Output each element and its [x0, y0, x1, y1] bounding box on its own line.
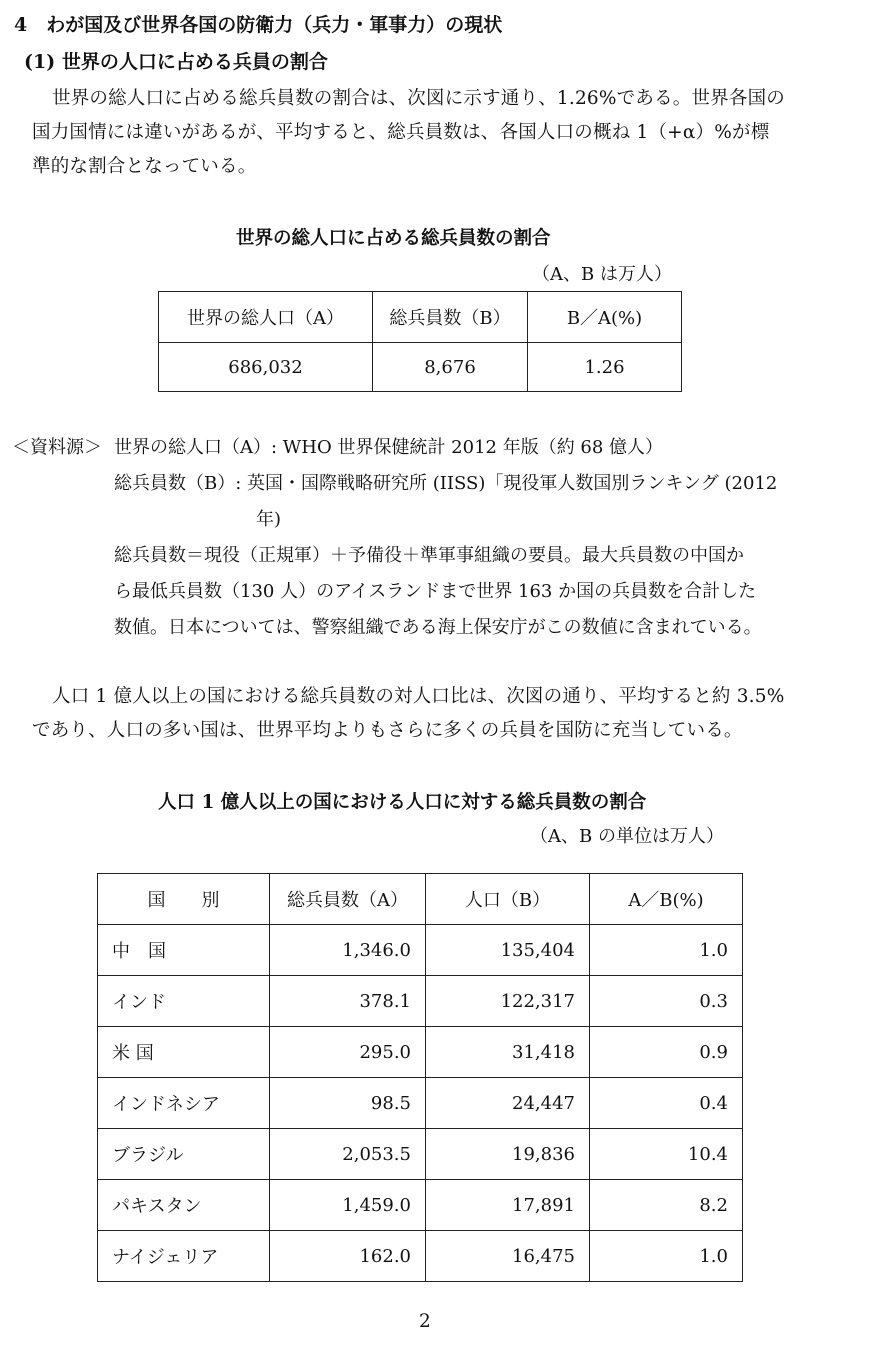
ratio-value: 10.4 [590, 1129, 743, 1180]
source-line-3: 総兵員数＝現役（正規軍）＋予備役＋準軍事組織の要員。最大兵員数の中国か [114, 545, 744, 566]
source-line-2-cont: 年) [256, 509, 282, 530]
population-military-table [158, 291, 682, 392]
population-value: 17,891 [426, 1180, 590, 1231]
table1-unit-note: （A、B は万人） [532, 264, 672, 285]
ratio-value: 0.9 [590, 1027, 743, 1078]
table2-unit-note: （A、B の単位は万人） [530, 826, 724, 847]
country-name: ナイジェリア [98, 1231, 270, 1282]
table-row [98, 1027, 743, 1078]
population-value: 122,317 [426, 976, 590, 1027]
intro-line-3: 準的な割合となっている。 [32, 156, 257, 177]
table-row [98, 1129, 743, 1180]
source-line-1: 世界の総人口（A）: WHO 世界保健統計 2012 年版（約 68 億人） [114, 437, 664, 458]
sources-label: ＜資料源＞ [12, 437, 102, 458]
table2-header-ratio: A／B(%) [590, 874, 743, 925]
table1-cell-ratio: 1.26 [528, 343, 682, 392]
military-value: 295.0 [270, 1027, 426, 1078]
table1-caption: 世界の総人口に占める総兵員数の割合 [236, 228, 551, 249]
para2-line-2: であり、人口の多い国は、世界平均よりもさらに多くの兵員を国防に充当している。 [32, 720, 743, 741]
table1-cell-population: 686,032 [159, 343, 373, 392]
table1-header-military: 総兵員数（B） [373, 292, 528, 343]
table-row [98, 1180, 743, 1231]
intro-line-2: 国力国情には違いがあるが、平均すると、総兵員数は、各国人口の概ね 1（+α）%が標 [32, 122, 770, 143]
population-value: 31,418 [426, 1027, 590, 1078]
military-value: 162.0 [270, 1231, 426, 1282]
population-value: 24,447 [426, 1078, 590, 1129]
table1-header-ratio: B／A(%) [528, 292, 682, 343]
country-name: 中 国 [98, 925, 270, 976]
country-name: パキスタン [98, 1180, 270, 1231]
military-value: 378.1 [270, 976, 426, 1027]
intro-line-1: 世界の総人口に占める総兵員数の割合は、次図に示す通り、1.26%である。世界各国の [52, 88, 785, 109]
ratio-value: 1.0 [590, 925, 743, 976]
subsection-title: (1) 世界の人口に占める兵員の割合 [24, 51, 328, 73]
table-row [98, 976, 743, 1027]
table-row [98, 1231, 743, 1282]
country-military-table [97, 873, 743, 1282]
country-name: インド [98, 976, 270, 1027]
country-name: インドネシア [98, 1078, 270, 1129]
military-value: 2,053.5 [270, 1129, 426, 1180]
ratio-value: 1.0 [590, 1231, 743, 1282]
table2-header-country: 国 別 [98, 874, 270, 925]
ratio-value: 0.3 [590, 976, 743, 1027]
population-value: 16,475 [426, 1231, 590, 1282]
table2-header-military: 総兵員数（A） [270, 874, 426, 925]
table1-header-population: 世界の総人口（A） [159, 292, 373, 343]
population-value: 19,836 [426, 1129, 590, 1180]
ratio-value: 0.4 [590, 1078, 743, 1129]
table2-caption: 人口 1 億人以上の国における人口に対する総兵員数の割合 [158, 792, 647, 813]
military-value: 98.5 [270, 1078, 426, 1129]
table-row [98, 925, 743, 976]
source-line-2: 総兵員数（B）: 英国・国際戦略研究所 (IISS)「現役軍人数国別ランキング (2012 [114, 473, 778, 494]
country-name: ブラジル [98, 1129, 270, 1180]
section-title: 4 わが国及び世界各国の防衛力（兵力・軍事力）の現状 [14, 14, 503, 36]
source-line-4: ら最低兵員数（130 人）のアイスランドまで世界 163 か国の兵員数を合計した [114, 581, 757, 602]
ratio-value: 8.2 [590, 1180, 743, 1231]
table-row [98, 1078, 743, 1129]
military-value: 1,346.0 [270, 925, 426, 976]
country-name: 米 国 [98, 1027, 270, 1078]
page-number: 2 [419, 1311, 431, 1332]
table1-cell-military: 8,676 [373, 343, 528, 392]
military-value: 1,459.0 [270, 1180, 426, 1231]
population-value: 135,404 [426, 925, 590, 976]
source-line-5: 数値。日本については、警察組織である海上保安庁がこの数値に含まれている。 [114, 617, 762, 638]
para2-line-1: 人口 1 億人以上の国における総兵員数の対人口比は、次図の通り、平均すると約 3.5% [52, 686, 785, 707]
table2-header-population: 人口（B） [426, 874, 590, 925]
